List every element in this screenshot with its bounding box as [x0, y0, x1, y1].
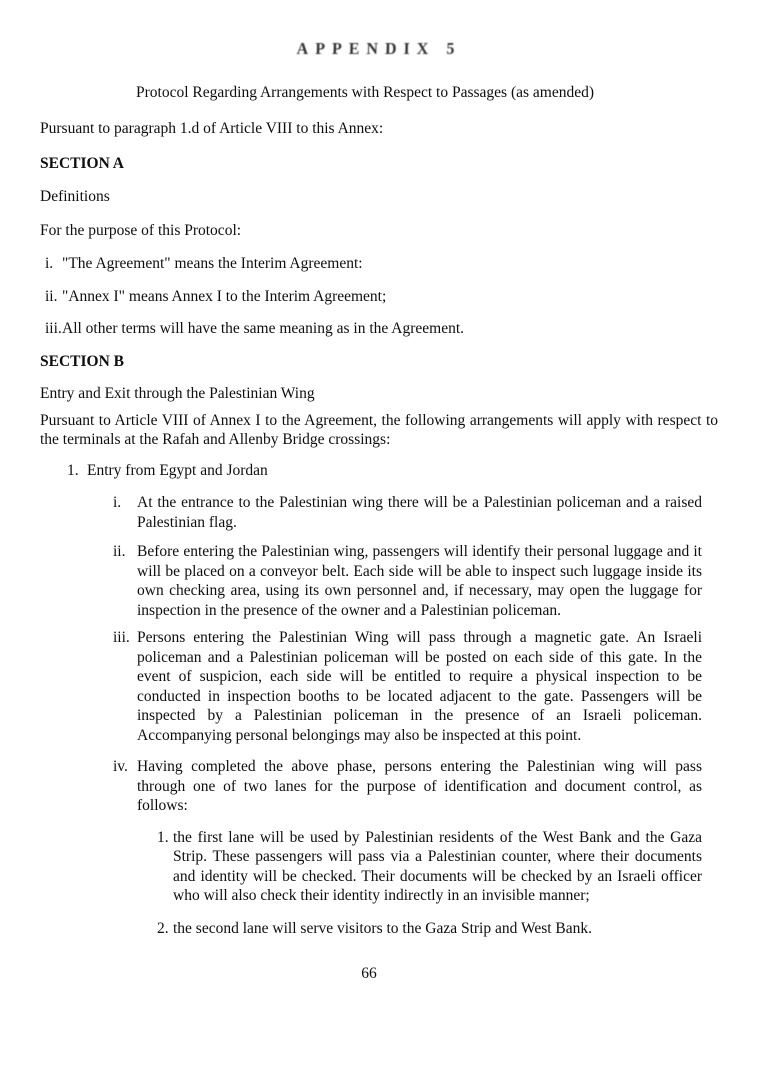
- sub-list-item: [157, 919, 702, 939]
- definition-item: [45, 287, 718, 307]
- section-b-heading: SECTION B: [40, 352, 124, 370]
- sub-list-item-text: the second lane will serve visitors to the Gaza Strip and West Bank.: [173, 919, 593, 937]
- list-marker: iv.: [113, 758, 128, 775]
- section-b-lead: Pursuant to Article VIII of Annex I to the Agreement, the following arrangements will apply with respect to the terminals at the Rafah and Allenby Bridge crossings:: [40, 411, 718, 448]
- list-item: [113, 628, 702, 745]
- list-item-text: At the entrance to the Palestinian wing there will be a Palestinian policeman and a raised Palestinian flag.: [137, 494, 702, 531]
- list-marker: 2.: [157, 919, 169, 937]
- section-a-lead: For the purpose of this Protocol:: [40, 221, 242, 239]
- list-marker: iii.: [45, 320, 62, 337]
- sub-list-item: [157, 828, 702, 906]
- list-item: [113, 493, 702, 532]
- definition-text: "Annex I" means Annex I to the Interim Agreement;: [62, 287, 387, 305]
- definition-text: All other terms will have the same meaning as in the Agreement.: [62, 320, 465, 337]
- list-item: [113, 757, 702, 816]
- doc-subtitle: Protocol Regarding Arrangements with Respect to Passages (as amended): [136, 83, 594, 101]
- sub-list-item-text: the first lane will be used by Palestinian residents of the West Bank and the Gaza Strip. These passengers will pass via a Palestinian counter, where their documents and identity will be checked. Their documents will be checked by an Israeli officer who will also check their identity indirectly in an invisible manner;: [173, 828, 702, 904]
- entry-item-title: Entry from Egypt and Jordan: [87, 461, 268, 479]
- list-item-text: Before entering the Palestinian wing, passengers will identify their personal luggage and it will be placed on a conveyor belt. Each side will be able to inspect such luggage inside its own checking area, using its own personnel and, if necessary, may open the luggage for inspection in the presence of the owner and a Palestinian policeman.: [137, 543, 702, 619]
- intro-paragraph: Pursuant to paragraph 1.d of Article VIII to this Annex:: [40, 120, 384, 137]
- page-number: 66: [361, 965, 377, 982]
- list-marker: i.: [113, 494, 122, 511]
- definition-item: [45, 254, 718, 274]
- section-a-heading: SECTION A: [40, 154, 124, 172]
- list-item: [113, 542, 702, 620]
- list-marker: ii.: [45, 287, 58, 305]
- list-marker: iii.: [113, 629, 130, 646]
- list-item-text: Persons entering the Palestinian Wing will pass through a magnetic gate. An Israeli policeman and a Palestinian policeman will be posted on each side of this gate. In the event of suspicion, each side will be entitled to require a physical inspection to be conducted in inspection booths to be located adjacent to the gate. Passengers will be inspected by a Palestinian policeman in the presence of an Israeli policeman. Accompanying personal belongings may also be inspected at this point.: [137, 629, 702, 744]
- list-marker: i.: [45, 255, 54, 272]
- section-a-subheading: Definitions: [40, 188, 110, 205]
- list-marker: ii.: [113, 543, 126, 560]
- definition-item: [45, 319, 718, 339]
- list-marker: 1.: [67, 461, 79, 479]
- list-item-text: Having completed the above phase, persons entering the Palestinian wing will pass through one of two lanes for the purpose of identification and document control, as follows:: [137, 758, 702, 814]
- list-marker: 1.: [157, 828, 169, 846]
- section-b-subheading: Entry and Exit through the Palestinian Wing: [40, 385, 315, 402]
- appendix-title: APPENDIX 5: [296, 40, 462, 59]
- definition-text: "The Agreement" means the Interim Agreement:: [62, 255, 363, 272]
- entry-item-heading: [67, 461, 718, 481]
